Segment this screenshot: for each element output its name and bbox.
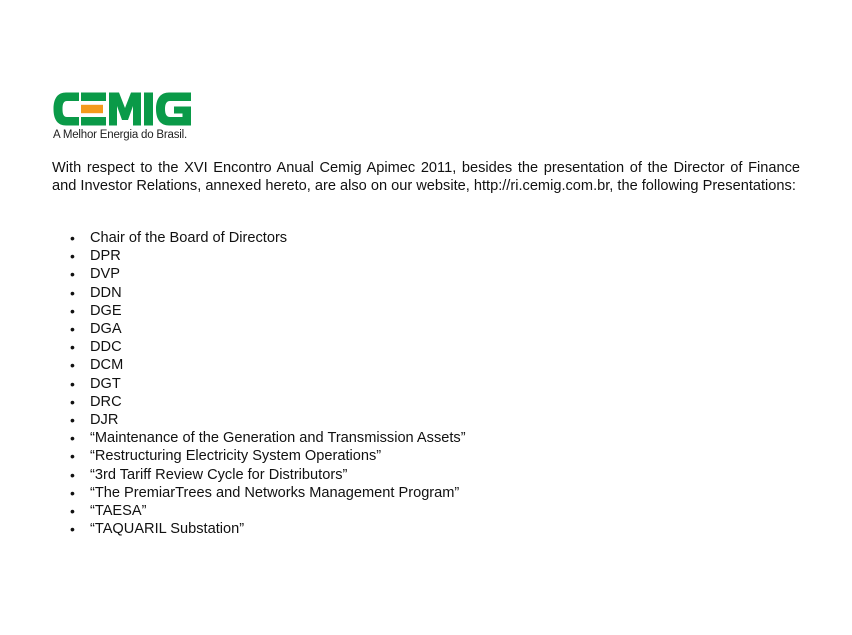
logo-letter-e-mid [81,105,103,113]
bullet-icon: • [70,521,75,538]
cemig-logo [52,90,202,146]
logo-letter-i [144,93,153,126]
logo-letter-g [156,93,191,126]
bullet-icon: • [70,375,75,392]
bullet-icon: • [70,412,75,429]
bullet-icon: • [70,448,75,465]
list-item [52,466,792,484]
list-item-text: DDC [90,339,122,356]
logo-letter-c [54,93,80,126]
list-item [52,302,792,320]
logo-letter-e-top [81,93,106,102]
bullet-icon: • [70,393,75,410]
list-item-text: DGT [90,375,121,392]
logo-letter-m [109,93,141,126]
list-item [52,284,792,302]
list-item-text: “Maintenance of the Generation and Transmission Assets” [90,430,466,447]
bullet-icon: • [70,284,75,301]
list-item [52,447,792,465]
bullet-icon: • [70,302,75,319]
list-item-text: “Restructuring Electricity System Operations” [90,448,382,465]
list-item-text: Chair of the Board of Directors [90,230,288,246]
bullet-icon: • [70,230,75,246]
list-item-text: DDN [90,284,122,301]
list-item-text: DGA [90,321,122,338]
logo-letter-e-bottom [81,117,106,126]
list-item-text: DRC [90,393,122,410]
list-item-text: DCM [90,357,124,374]
list-item [52,247,792,265]
list-item [52,393,792,411]
list-item [52,229,792,247]
bullet-icon: • [70,357,75,374]
list-item [52,502,792,520]
list-item-text: “TAESA” [90,503,147,520]
list-item [52,429,792,447]
bullet-icon: • [70,266,75,283]
list-item [52,320,792,338]
bullet-icon: • [70,321,75,338]
bullet-icon: • [70,430,75,447]
list-item-text: DPR [90,248,121,265]
cemig-logo-mark [52,90,193,128]
list-item [52,375,792,393]
bullet-icon: • [70,466,75,483]
list-item-text: DVP [90,266,121,283]
bullet-icon: • [70,503,75,520]
bullet-icon: • [70,248,75,265]
list-item [52,411,792,429]
logo-tagline: A Melhor Energia do Brasil. [53,129,187,141]
list-item-text: DJR [90,412,119,429]
list-item [52,338,792,356]
list-item-text: “3rd Tariff Review Cycle for Distributors” [90,466,348,483]
presentations-list [52,229,792,538]
intro-paragraph: With respect to the XVI Encontro Anual Cemig Apimec 2011, besides the presentation of the Director of Finance and Investor Relations, annexed hereto, are also on our website, http://ri.cemig.com.br, the following Presentations: [52,160,800,194]
list-item [52,520,792,538]
list-item [52,484,792,502]
list-item-text: “The PremiarTrees and Networks Management Program” [90,484,460,501]
list-item-text: DGE [90,302,122,319]
list-item [52,356,792,374]
bullet-icon: • [70,339,75,356]
list-item-text: “TAQUARIL Substation” [90,521,245,538]
list-item [52,265,792,283]
bullet-icon: • [70,484,75,501]
